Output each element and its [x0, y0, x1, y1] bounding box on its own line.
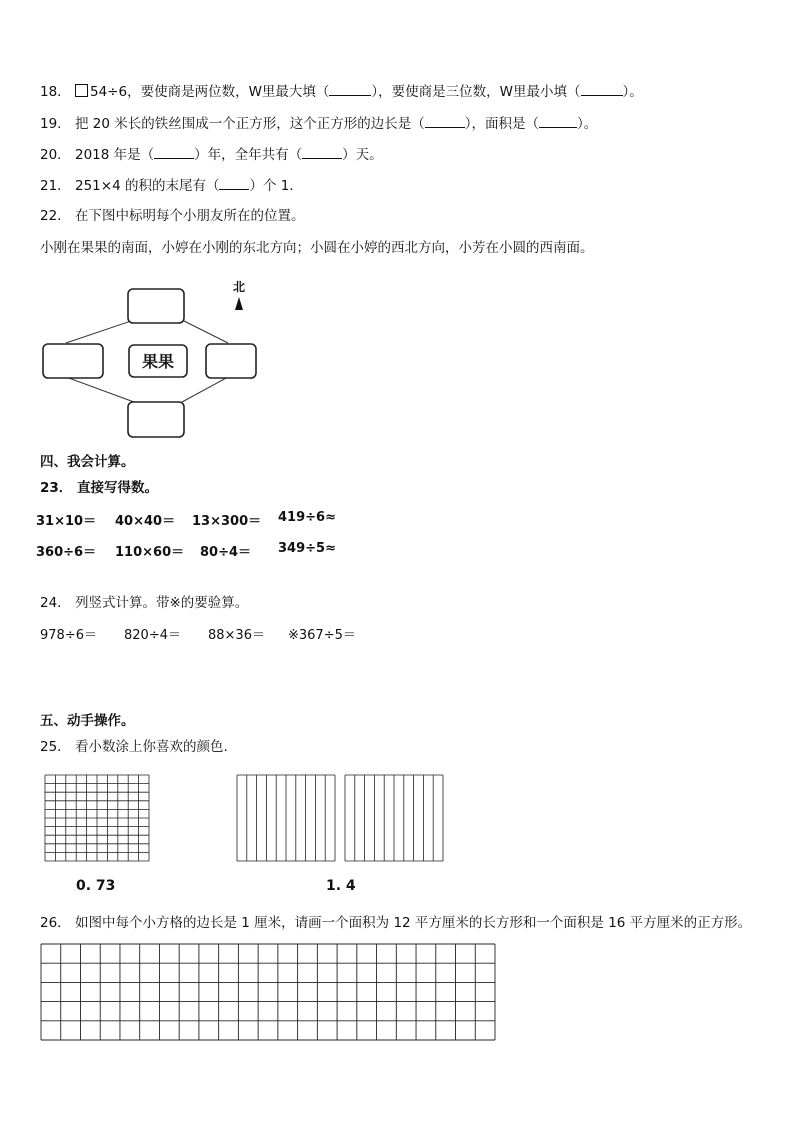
position-box-west[interactable]: [43, 344, 103, 378]
drawing-square-grid[interactable]: [40, 943, 496, 1041]
q23-number: 23．: [40, 480, 73, 496]
q19-blank-2[interactable]: [539, 115, 577, 128]
section-5-title: 五、动手操作。: [40, 713, 135, 729]
decimal-label-1-4: 1. 4: [326, 878, 356, 894]
north-arrow-icon: [235, 297, 243, 310]
question-24-title: [40, 594, 248, 612]
q18-blank-2[interactable]: [581, 83, 623, 96]
q25-number: 25．: [40, 739, 71, 755]
position-box-south[interactable]: [128, 402, 184, 437]
q24-item: ※367÷5＝: [288, 628, 356, 643]
q18-text-a: 54÷6，要使商是两位数，W里最大填（: [89, 84, 330, 100]
q26-text: 如图中每个小方格的边长是 1 厘米，请画一个面积为 12 平方厘米的长方形和一个面积是 16 平方厘米的正方形。: [74, 915, 752, 931]
q23-item: 40×40＝: [115, 514, 176, 529]
q20-number: 20．: [40, 147, 71, 163]
q23-item: 13×300＝: [192, 514, 262, 529]
q21-text-b: ）个 1．: [249, 178, 303, 194]
question-22-title: [40, 207, 304, 225]
q20-blank-2[interactable]: [302, 146, 342, 159]
q24-item: 88×36＝: [208, 628, 265, 643]
q20-text-a: 2018 年是（: [74, 147, 155, 163]
q23-item: 419÷6≈: [278, 510, 336, 525]
question-23-title: [40, 479, 158, 497]
decimal-label-0-73: 0. 73: [76, 878, 116, 894]
question-18: [40, 83, 643, 101]
q22-number: 22．: [40, 208, 71, 224]
q24-item: 978÷6＝: [40, 628, 97, 643]
north-label: 北: [232, 280, 246, 294]
q18-text-c: ）。: [622, 84, 643, 100]
question-22-description: 小刚在果果的南面，小婷在小刚的东北方向；小圆在小婷的西北方向，小芳在小圆的西南面。: [40, 240, 594, 256]
center-label: 果果: [141, 352, 175, 371]
question-25-title: [40, 738, 228, 756]
q22-title: 在下图中标明每个小朋友所在的位置。: [74, 208, 305, 224]
section-4-title: 四、我会计算。: [40, 454, 135, 470]
q19-text-a: 把 20 米长的铁丝围成一个正方形，这个正方形的边长是（: [74, 116, 425, 132]
q19-text-b: ），面积是（: [464, 116, 539, 132]
q21-text-a: 251×4 的积的末尾有（: [74, 178, 220, 194]
hundred-square-grid[interactable]: [44, 774, 150, 862]
position-box-east[interactable]: [206, 344, 256, 378]
q19-number: 19．: [40, 116, 71, 132]
position-box-north[interactable]: [128, 289, 184, 323]
q21-blank[interactable]: [219, 177, 249, 190]
q24-number: 24．: [40, 595, 71, 611]
q24-item: 820÷4＝: [124, 628, 181, 643]
tenths-strip-grid-2[interactable]: [344, 774, 444, 862]
q23-item: 349÷5≈: [278, 541, 336, 556]
q20-text-b: ）年，全年共有（: [194, 147, 303, 163]
q23-item: 31×10＝: [36, 514, 97, 529]
question-20: [40, 146, 383, 164]
q20-blank-1[interactable]: [154, 146, 194, 159]
q20-text-c: ）天。: [342, 147, 383, 163]
q19-blank-1[interactable]: [425, 115, 465, 128]
position-diagram: [38, 272, 270, 442]
q19-text-c: ）。: [577, 116, 598, 132]
tenths-strip-grid-1[interactable]: [236, 774, 336, 862]
q25-title: 看小数涂上你喜欢的颜色.: [74, 739, 228, 755]
q18-blank-1[interactable]: [329, 83, 371, 96]
q23-item: 110×60＝: [115, 545, 185, 560]
question-19: [40, 115, 597, 133]
q23-title: 直接写得数。: [77, 480, 158, 496]
q18-number: 18．: [40, 84, 71, 100]
q21-number: 21．: [40, 178, 71, 194]
digit-box-icon: [75, 84, 88, 97]
question-21: [40, 177, 303, 195]
q23-item: 360÷6＝: [36, 545, 97, 560]
question-26: [40, 914, 751, 932]
q24-title: 列竖式计算。带※的要验算。: [74, 595, 249, 611]
q18-text-b: ），要使商是三位数，W里最小填（: [371, 84, 581, 100]
q26-number: 26．: [40, 915, 71, 931]
q23-item: 80÷4＝: [200, 545, 252, 560]
